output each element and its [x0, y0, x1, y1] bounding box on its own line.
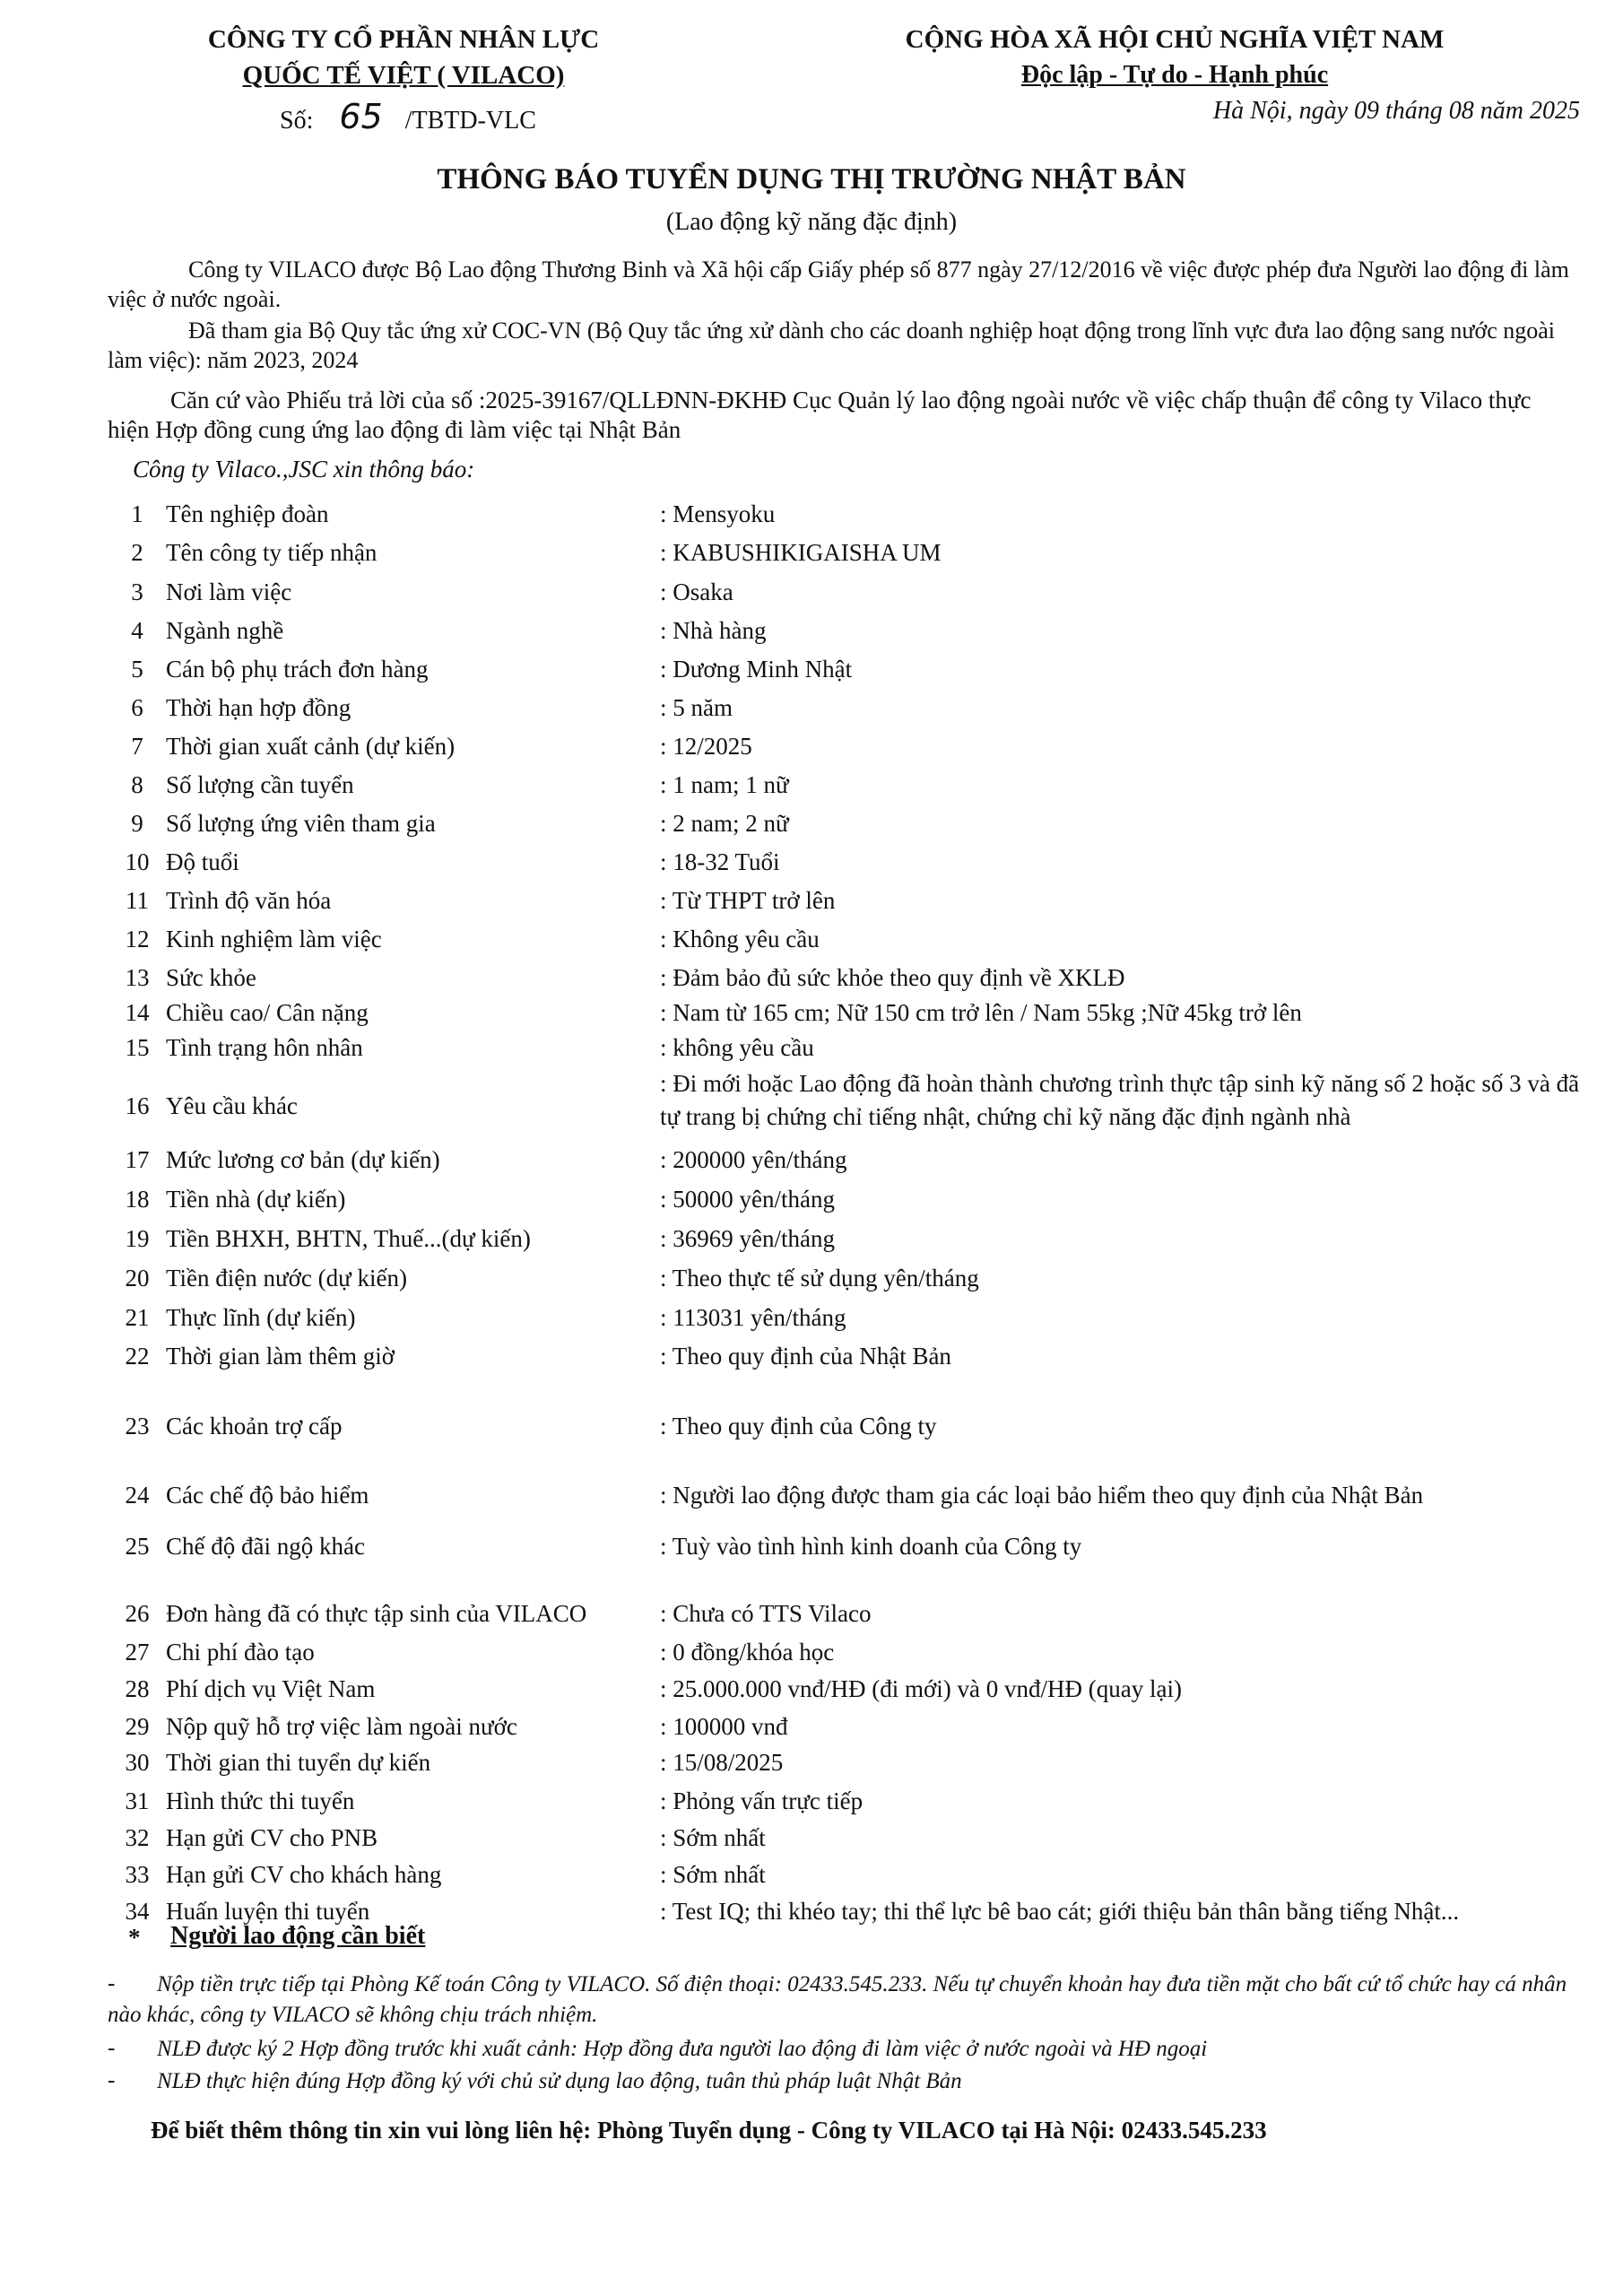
detail-row-label: Các khoản trợ cấp: [166, 1413, 343, 1439]
detail-row: [0, 1482, 1623, 1521]
detail-row-value: : 12/2025: [660, 733, 752, 760]
note-bullet: -: [108, 1971, 116, 1996]
detail-row-value: : Sớm nhất: [660, 1824, 766, 1851]
detail-row-label: Thời gian thi tuyển dự kiến: [166, 1749, 431, 1776]
detail-row-label: Trình độ văn hóa: [166, 887, 332, 914]
detail-row-number: 32: [125, 1824, 150, 1851]
detail-row-label: Thời gian làm thêm giờ: [166, 1343, 395, 1370]
detail-row-number: 29: [125, 1713, 150, 1740]
detail-row-label: Tiền BHXH, BHTN, Thuế...(dự kiến): [166, 1225, 531, 1252]
detail-row-number: 10: [125, 848, 150, 875]
detail-row-number: 3: [131, 578, 143, 605]
detail-row: [0, 1824, 1623, 1864]
notes-star: *: [128, 1924, 141, 1951]
detail-row-value: : KABUSHIKIGAISHA UM: [660, 539, 942, 566]
detail-row-number: 15: [125, 1034, 150, 1061]
detail-row-number: 1: [131, 500, 143, 527]
detail-row-value: : Nhà hàng: [660, 617, 767, 644]
detail-row-value: : 200000 yên/tháng: [660, 1146, 847, 1173]
detail-row-number: 5: [131, 656, 143, 683]
detail-row-label: Thực lĩnh (dự kiến): [166, 1304, 356, 1331]
detail-row-value: : Phỏng vấn trực tiếp: [660, 1787, 864, 1814]
detail-row-value: : Test IQ; thi khéo tay; thi thể lực bê bao cát; giới thiệu bản thân bằng tiếng Nhật...: [660, 1898, 1460, 1925]
detail-row-number: 26: [125, 1600, 150, 1627]
detail-row-value: : Dương Minh Nhật: [660, 656, 853, 683]
detail-row-label: Tiền nhà (dự kiến): [166, 1186, 346, 1213]
detail-row-label: Chi phí đào tạo: [166, 1639, 315, 1665]
intro-approval-paragraph: Căn cứ vào Phiếu trả lời của số :2025-39167/QLLĐNN-ĐKHĐ Cục Quản lý lao động ngoài nước về việc chấp thuận để công ty Vilaco thực hiện Hợp đồng cung ứng lao động đi làm việc tại Nhật Bản: [108, 387, 1532, 443]
detail-row-value: : 15/08/2025: [660, 1749, 784, 1776]
detail-row: [0, 500, 1623, 540]
detail-row: [0, 1639, 1623, 1678]
detail-row-label: Chế độ đãi ngộ khác: [166, 1533, 365, 1560]
document-number-prefix: Số:: [280, 107, 314, 135]
detail-row-number: 9: [131, 810, 143, 837]
detail-row: [0, 733, 1623, 772]
detail-row-number: 22: [125, 1343, 150, 1370]
detail-row: [0, 1749, 1623, 1788]
detail-row-label: Ngành nghề: [166, 617, 284, 644]
detail-row-value: : Theo quy định của Công ty: [660, 1413, 937, 1439]
document-number-handwritten: 65: [339, 97, 383, 136]
detail-row-label: Mức lương cơ bản (dự kiến): [166, 1146, 440, 1173]
detail-row-number: 2: [131, 539, 143, 566]
detail-row-value: : 0 đồng/khóa học: [660, 1639, 835, 1665]
detail-row-value: : 2 nam; 2 nữ: [660, 810, 789, 837]
detail-row: [0, 1675, 1623, 1715]
detail-row-value: : Sớm nhất: [660, 1861, 766, 1888]
detail-row-number: 13: [125, 964, 150, 991]
detail-row: [0, 694, 1623, 734]
detail-row: [0, 999, 1623, 1039]
intro-license-paragraph: Công ty VILACO được Bộ Lao động Thương Binh và Xã hội cấp Giấy phép số 877 ngày 27/12/2016 về việc được phép đưa Người lao động đi làm việc ở nước ngoài.: [108, 257, 1569, 312]
detail-row-value: : Không yêu cầu: [660, 926, 820, 952]
detail-row-number: 7: [131, 733, 143, 760]
detail-row-label: Hạn gửi CV cho PNB: [166, 1824, 378, 1851]
detail-row-label: Sức khỏe: [166, 964, 256, 991]
detail-row: [0, 1713, 1623, 1752]
detail-row: [0, 1186, 1623, 1225]
detail-row-number: 19: [125, 1225, 150, 1252]
document-title: THÔNG BÁO TUYỂN DỤNG THỊ TRƯỜNG NHẬT BẢN: [437, 163, 1186, 196]
detail-row-number: 18: [125, 1186, 150, 1213]
detail-row-label: Tiền điện nước (dự kiến): [166, 1265, 408, 1292]
detail-row: [0, 1533, 1623, 1572]
detail-row-value: : Tuỳ vào tình hình kinh doanh của Công ty: [660, 1533, 1082, 1560]
detail-row-number: 21: [125, 1304, 150, 1331]
detail-row-number: 11: [126, 887, 149, 914]
detail-row-number: 14: [125, 999, 150, 1026]
detail-row-value: : 113031 yên/tháng: [660, 1304, 846, 1331]
detail-row-value: : Người lao động được tham gia các loại bảo hiểm theo quy định của Nhật Bản: [660, 1482, 1424, 1509]
detail-row-label: Hình thức thi tuyển: [166, 1787, 355, 1814]
detail-row-value: : không yêu cầu: [660, 1034, 814, 1061]
detail-row-value: : Nam từ 165 cm; Nữ 150 cm trở lên / Nam 55kg ;Nữ 45kg trở lên: [660, 999, 1302, 1026]
detail-row-number: 31: [125, 1787, 150, 1814]
detail-row: [0, 887, 1623, 926]
detail-row-label: Thời gian xuất cảnh (dự kiến): [166, 733, 456, 760]
detail-row-value: : 36969 yên/tháng: [660, 1225, 835, 1252]
notes-heading: Người lao động cần biết: [170, 1922, 426, 1950]
note-compliance: NLĐ thực hiện đúng Hợp đồng ký với chủ sử dụng lao động, tuân thủ pháp luật Nhật Bản: [157, 2069, 962, 2093]
document-number-suffix: /TBTD-VLC: [404, 107, 536, 135]
document-subtitle: (Lao động kỹ năng đặc định): [665, 208, 958, 236]
national-motto: Độc lập - Tự do - Hạnh phúc: [1020, 61, 1329, 89]
detail-row-label: Các chế độ bảo hiểm: [166, 1482, 369, 1509]
detail-row: [0, 1600, 1623, 1639]
detail-row: [0, 1146, 1623, 1186]
detail-row-number: 20: [125, 1265, 150, 1292]
detail-row: [0, 1787, 1623, 1827]
detail-row-label: Nơi làm việc: [166, 578, 292, 605]
detail-row-number: 12: [125, 926, 150, 952]
detail-row: [0, 964, 1623, 1004]
company-name-line2: QUỐC TẾ VIỆT ( VILACO): [242, 61, 565, 90]
detail-row-number: 23: [125, 1413, 150, 1439]
detail-row-label: Đơn hàng đã có thực tập sinh của VILACO: [166, 1600, 587, 1627]
note-payment: Nộp tiền trực tiếp tại Phòng Kế toán Công ty VILACO. Số điện thoại: 02433.545.233. Nếu tự chuyển khoản hay đưa tiền mặt cho bất cứ tổ chức hay cá nhân nào khác, công ty VILACO sẽ không chịu trách nhiệm.: [108, 1972, 1567, 2027]
detail-row-value: : Theo quy định của Nhật Bản: [660, 1343, 951, 1370]
detail-row: [0, 539, 1623, 578]
detail-row: [0, 1413, 1623, 1452]
detail-row-label: Kinh nghiệm làm việc: [166, 926, 382, 952]
detail-row-value: : Đi mới hoặc Lao động đã hoàn thành chương trình thực tập sinh kỹ năng số 2 hoặc số 3 và đã tự trang bị chứng chỉ tiếng nhật, chứng chỉ kỹ năng đặc định ngành nhà: [660, 1070, 1580, 1130]
contact-footer: Để biết thêm thông tin xin vui lòng liên hệ: Phòng Tuyển dụng - Công ty VILACO tại Hà Nội: 02433.545.233: [151, 2117, 1267, 2144]
detail-row-number: 24: [125, 1482, 150, 1509]
detail-row: [0, 656, 1623, 695]
detail-row-label: Hạn gửi CV cho khách hàng: [166, 1861, 442, 1888]
detail-row: [0, 771, 1623, 811]
detail-row: [0, 1343, 1623, 1382]
detail-row-number: 6: [131, 694, 143, 721]
detail-row-label: Yêu cầu khác: [166, 1092, 298, 1119]
detail-row-label: Số lượng cần tuyển: [166, 771, 354, 798]
detail-row-label: Tên công ty tiếp nhận: [166, 539, 378, 566]
detail-row: [0, 848, 1623, 888]
detail-row-label: Tên nghiệp đoàn: [166, 500, 329, 527]
detail-row-label: Số lượng ứng viên tham gia: [166, 810, 436, 837]
detail-row: [0, 810, 1623, 849]
detail-row-label: Cán bộ phụ trách đơn hàng: [166, 656, 429, 683]
detail-row-value: : 25.000.000 vnđ/HĐ (đi mới) và 0 vnđ/HĐ (quay lại): [660, 1675, 1182, 1702]
detail-row: [0, 926, 1623, 965]
detail-row-number: 27: [125, 1639, 150, 1665]
detail-row-label: Huấn luyện thi tuyển: [166, 1898, 370, 1925]
detail-row-value: : Chưa có TTS Vilaco: [660, 1600, 872, 1627]
detail-row-value: : 100000 vnđ: [660, 1713, 788, 1740]
note-contracts: NLĐ được ký 2 Hợp đồng trước khi xuất cảnh: Hợp đồng đưa người lao động đi làm việc ở nước ngoài và HĐ ngoại: [157, 2037, 1208, 2061]
detail-row: [0, 1265, 1623, 1304]
national-title: CỘNG HÒA XÃ HỘI CHỦ NGHĨA VIỆT NAM: [905, 25, 1445, 54]
detail-row-value: : Từ THPT trở lên: [660, 887, 836, 914]
detail-row-number: 34: [125, 1898, 150, 1925]
detail-row: [0, 617, 1623, 657]
detail-row: [0, 1304, 1623, 1344]
detail-row-value: : 50000 yên/tháng: [660, 1186, 835, 1213]
detail-row-label: Chiều cao/ Cân nặng: [166, 999, 369, 1026]
detail-row: [0, 1225, 1623, 1265]
detail-row: [0, 1861, 1623, 1900]
detail-row-number: 28: [125, 1675, 150, 1702]
announcement-line: Công ty Vilaco.,JSC xin thông báo:: [133, 456, 475, 483]
company-name-line1: CÔNG TY CỔ PHẦN NHÂN LỰC: [207, 25, 600, 54]
note-bullet: -: [108, 2068, 116, 2092]
detail-row-number: 8: [131, 771, 143, 798]
detail-row-value: : 5 năm: [660, 694, 733, 721]
detail-row-value: : Theo thực tế sử dụng yên/tháng: [660, 1265, 979, 1292]
detail-row-label: Tình trạng hôn nhân: [166, 1034, 363, 1061]
detail-row-label: Độ tuổi: [166, 848, 239, 875]
detail-row-number: 4: [131, 617, 143, 644]
detail-row-number: 33: [125, 1861, 150, 1888]
detail-row-value: : 18-32 Tuổi: [660, 848, 780, 875]
detail-row-label: Nộp quỹ hỗ trợ việc làm ngoài nước: [166, 1713, 517, 1740]
detail-row-number: 25: [125, 1533, 150, 1560]
detail-row: [0, 1070, 1623, 1130]
detail-row-value: : 1 nam; 1 nữ: [660, 771, 789, 798]
detail-row-label: Thời hạn hợp đồng: [166, 694, 352, 721]
note-bullet: -: [108, 2036, 116, 2060]
detail-row-value: : Osaka: [660, 578, 733, 605]
detail-row-value: : Đảm bảo đủ sức khỏe theo quy định về XKLĐ: [660, 964, 1125, 991]
detail-row-value: : Mensyoku: [660, 500, 776, 527]
detail-row-label: Phí dịch vụ Việt Nam: [166, 1675, 376, 1702]
date-line: Hà Nội, ngày 09 tháng 08 năm 2025: [1212, 97, 1580, 125]
detail-row-number: 30: [125, 1749, 150, 1776]
document-number: [280, 97, 536, 136]
intro-coc-paragraph: Đã tham gia Bộ Quy tắc ứng xử COC-VN (Bộ Quy tắc ứng xử dành cho các doanh nghiệp hoạt động trong lĩnh vực đưa lao động sang nước ngoài làm việc): năm 2023, 2024: [108, 317, 1556, 373]
detail-row-number: 17: [125, 1146, 150, 1173]
detail-row: [0, 578, 1623, 618]
detail-row-number: 16: [125, 1092, 150, 1119]
